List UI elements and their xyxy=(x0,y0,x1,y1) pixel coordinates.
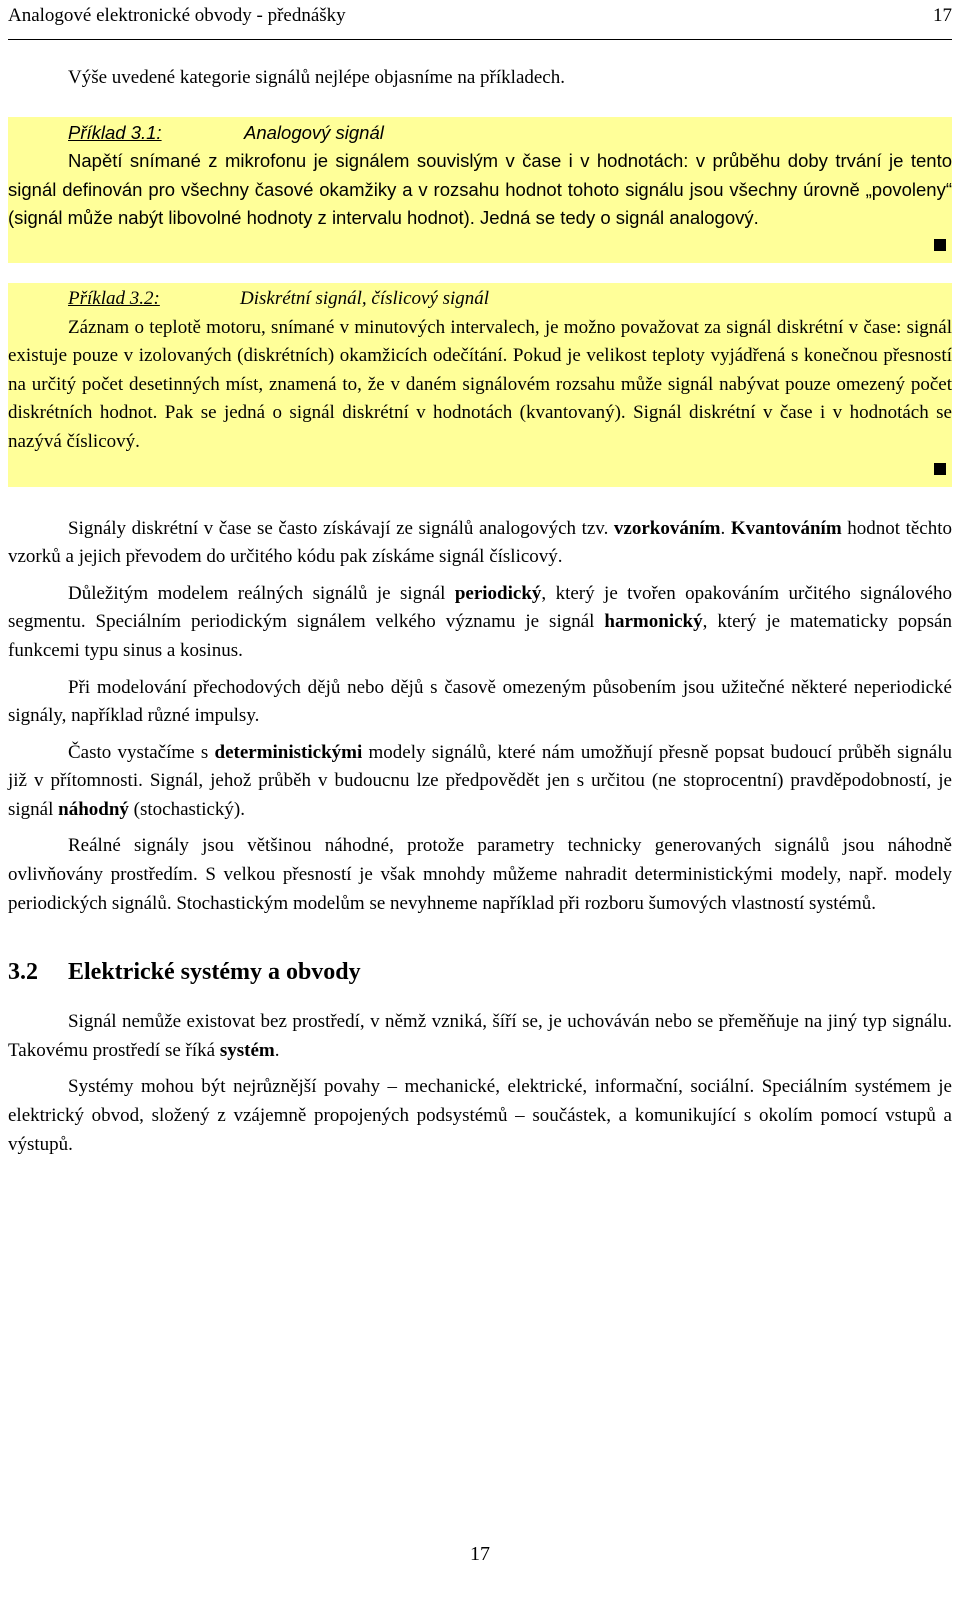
example-label: Příklad 3.2: xyxy=(68,287,160,309)
end-square-icon xyxy=(934,463,946,475)
example-label: Příklad 3.1: xyxy=(68,121,162,143)
example-box-3-2 xyxy=(8,283,952,487)
example-end-mark xyxy=(8,233,952,263)
document-title: Analogové elektronické obvody - přednášky xyxy=(8,5,346,26)
term-kvantovani: Kvantováním xyxy=(730,517,842,539)
example-body: Záznam o teplotě motoru, snímané v minutových intervalech, je možno považovat za signál diskrétní v čase: signál existuje pouze v izolovaných (diskrétních) okamžicích odečítání. Pokud je velikost teploty vyjádřená s konečnou přesností na určitý počet desetinných míst, znamená to, že v daném signálovém rozsahu může signál nabývat pouze omezený počet diskrétních hodnot. Pak se jedná o signál diskrétní v hodnotách (kvantovaný). Signál diskrétní v čase i v hodnotách se nazývá číslicový. xyxy=(8,316,952,452)
paragraph-impulses: Při modelování přechodových dějů nebo dějů s časově omezeným působením jsou užitečné některé neperiodické signály, například různé impulsy. xyxy=(8,676,952,727)
term-periodicky: periodický xyxy=(454,582,542,604)
term-deterministickymi: deterministickými xyxy=(214,741,363,763)
term-vzorkovani: vzorkováním xyxy=(613,517,721,539)
section-heading xyxy=(8,956,952,988)
example-heading xyxy=(8,119,952,148)
example-body: Napětí snímané z mikrofonu je signálem souvislým v čase i v hodnotách: v průběhu doby trvání je tento signál definován pro všechny časové okamžiky a v rozsahu hodnot tohoto signálu jsou všechny úrovně „povoleny“ (signál může nabýt libovolné hodnoty z intervalu hodnot). Jedná se tedy o signál analogový. xyxy=(8,150,952,229)
example-end-mark xyxy=(8,457,952,487)
end-square-icon xyxy=(934,239,946,251)
section-title: Elektrické systémy a obvody xyxy=(68,959,361,986)
example-title: Analogový signál xyxy=(244,121,384,143)
page-header xyxy=(8,0,952,40)
footer-page-number: 17 xyxy=(470,1543,490,1565)
paragraph-systems-types: Systémy mohou být nejrůznější povahy – mechanické, elektrické, informační, sociální. Speciálním systémem je elektrický obvod, složený z vzájemně propojených podsystémů – součástek, a komunikující s okolím pomocí vstupů a výstupů. xyxy=(8,1076,952,1155)
example-title: Diskrétní signál, číslicový signál xyxy=(240,287,490,309)
term-harmonicky: harmonický xyxy=(604,611,703,633)
example-box-3-1 xyxy=(8,117,952,263)
section-number: 3.2 xyxy=(8,959,38,986)
paragraph-system: Signál nemůže existovat bez prostředí, v němž vzniká, šíří se, je uchováván nebo se přeměňuje na jiný typ signálu. Takovému prostředí se říká systém. xyxy=(8,1011,952,1061)
paragraph-deterministic: Často vystačíme s deterministickými modely signálů, které nám umožňují přesně popsat budoucí průběh signálu již v přítomnosti. Signál, jehož průběh v budoucnu lze předpovědět jen s určitou (ne stoprocentní) pravděpodobností, je signál náhodný (stochastický). xyxy=(8,741,953,820)
term-system: systém xyxy=(219,1039,275,1061)
paragraph-random: Reálné signály jsou většinou náhodné, protože parametry technicky generovaných signálů jsou náhodně ovlivňovány prostředím. S velkou přesností je však mnohdy můžeme nahradit deterministickými modely, např. modely periodických signálů. Stochastickým modelům se nevyhneme například při rozboru šumových vlastností systémů. xyxy=(8,835,952,914)
header-page-number: 17 xyxy=(933,5,952,26)
paragraph-periodic: Důležitým modelem reálných signálů je signál periodický, který je tvořen opakováním určitého signálového segmentu. Speciálním periodickým signálem velkého významu je signál harmonický, který je matematicky popsán funkcemi typu sinus a kosinus. xyxy=(8,582,952,661)
term-nahodny: náhodný xyxy=(58,798,129,820)
paragraph-sampling: Signály diskrétní v čase se často získávají ze signálů analogových tzv. vzorkováním. Kvantováním hodnot těchto vzorků a jejich převodem do určitého kódu pak získáme signál číslicový. xyxy=(8,517,952,568)
intro-paragraph: Výše uvedené kategorie signálů nejlépe objasníme na příkladech. xyxy=(68,67,565,88)
page-content xyxy=(8,64,952,1159)
example-heading xyxy=(8,285,952,314)
